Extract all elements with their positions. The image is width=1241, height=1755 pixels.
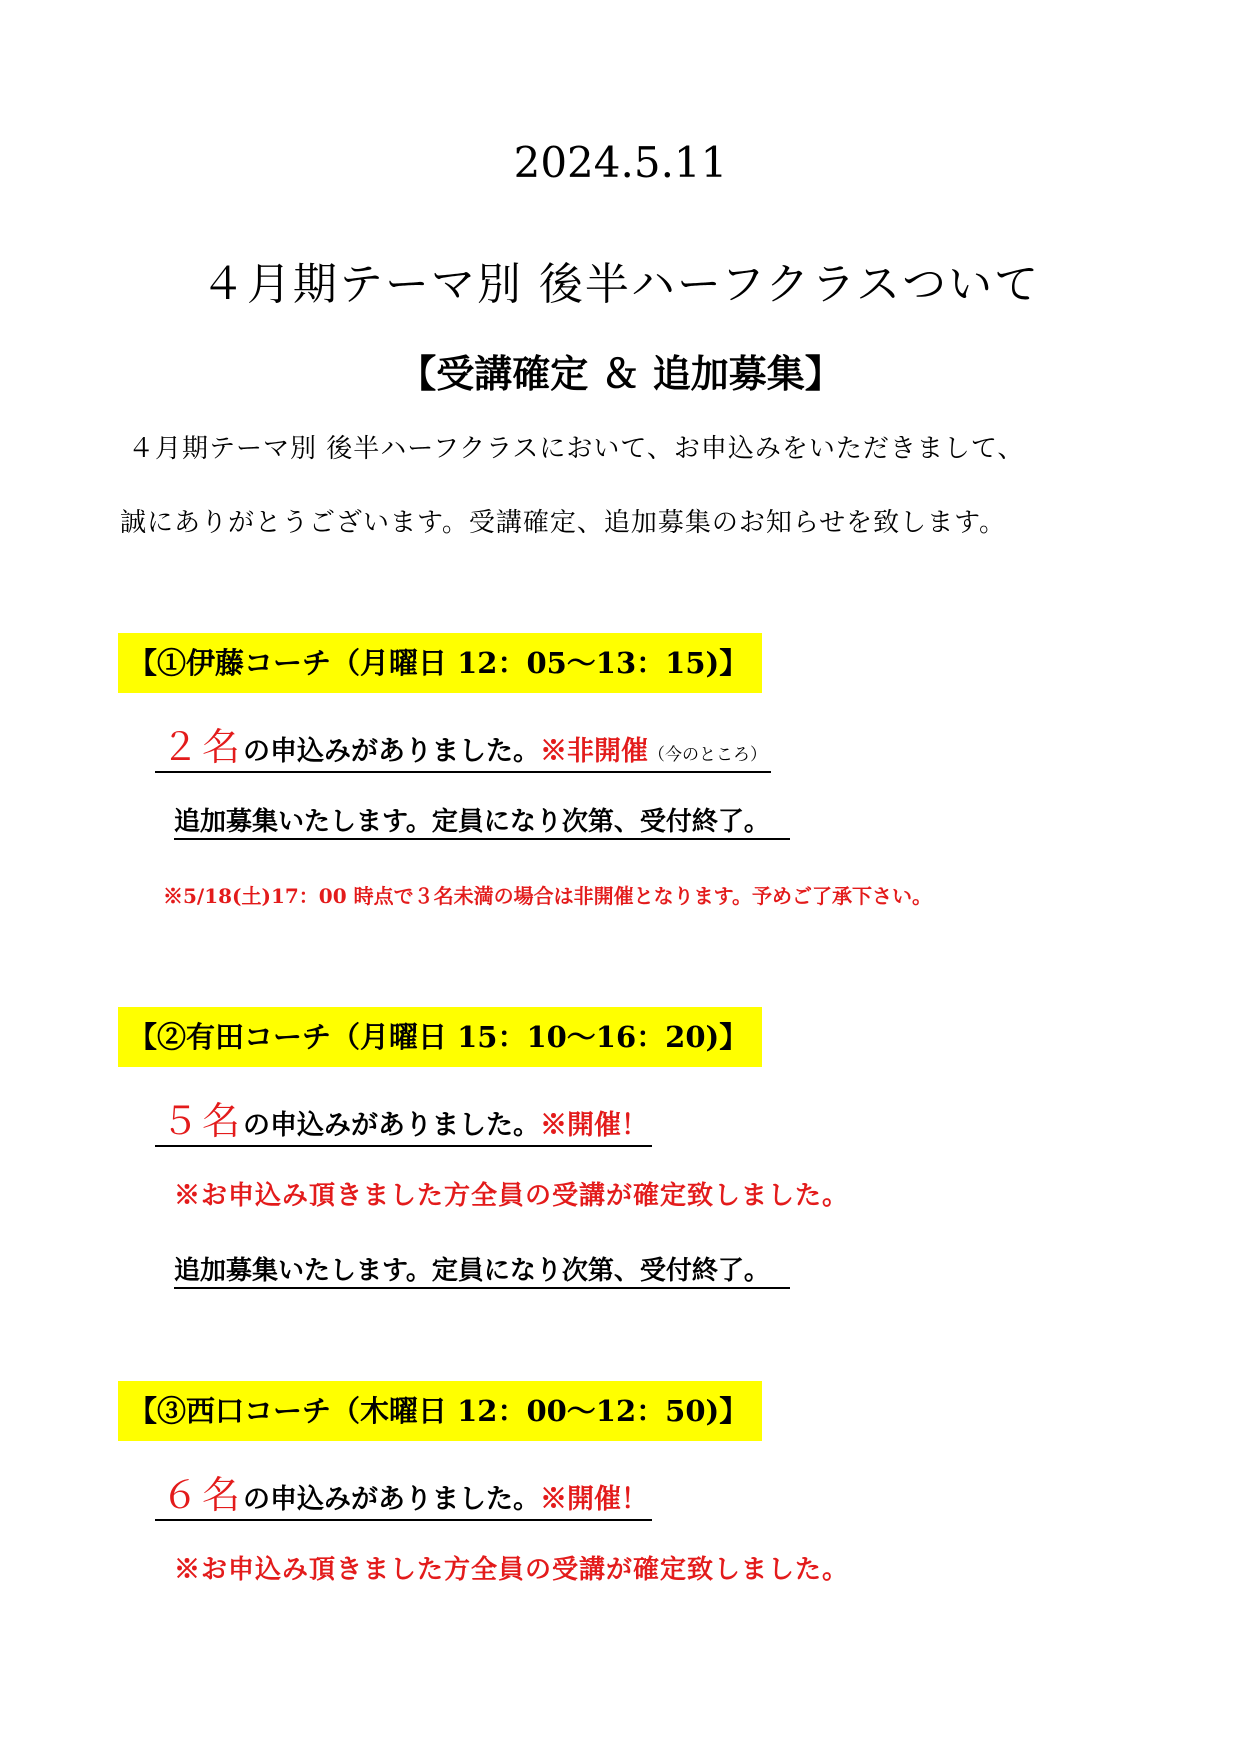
section-1-applied: の申込みがありました。 <box>243 736 541 767</box>
section-2-status: ※開催！ <box>540 1110 649 1141</box>
section-2-heading: 【②有田コーチ（月曜日 15：10～16：20)】 <box>118 1007 762 1067</box>
section-2-count: ５名 <box>161 1099 244 1143</box>
intro-line-1: ４月期テーマ別 後半ハーフクラスにおいて、お申込みをいただきまして、 <box>128 434 1025 464</box>
intro-line-2: 誠にありがとうございます。受講確定、追加募集のお知らせを致します。 <box>120 508 1007 538</box>
section-3-status: ※開催！ <box>540 1484 649 1515</box>
document-date: 2024.5.11 <box>513 138 728 187</box>
section-1-count: ２名 <box>161 725 244 769</box>
section-1-count-line <box>155 716 771 773</box>
section-2-count-line <box>155 1090 652 1147</box>
section-3-applied: の申込みがありました。 <box>243 1484 541 1515</box>
section-3-confirm: ※お申込み頂きました方全員の受講が確定致しました。 <box>174 1555 850 1585</box>
section-1-note: ※5/18(土)17：00 時点で３名未満の場合は非開催となります。予めご了承下さい。 <box>163 884 933 908</box>
section-1-status: ※非開催 <box>540 736 649 767</box>
section-2-confirm: ※お申込み頂きました方全員の受講が確定致しました。 <box>174 1181 850 1211</box>
section-1-heading: 【①伊藤コーチ（月曜日 12：05～13：15)】 <box>118 633 762 693</box>
section-3-count: ６名 <box>161 1473 244 1517</box>
section-3-heading: 【③西口コーチ（木曜日 12：00～12：50)】 <box>118 1381 762 1441</box>
section-2-recruit: 追加募集いたします。定員になり次第、受付終了。 <box>174 1250 790 1289</box>
section-2-applied: の申込みがありました。 <box>243 1110 541 1141</box>
document-title: ４月期テーマ別 後半ハーフクラスついて <box>200 259 1041 310</box>
section-3-count-line <box>155 1464 652 1521</box>
section-1-status-note: （今のところ） <box>648 745 768 765</box>
document-subtitle: 【受講確定 ＆ 追加募集】 <box>398 351 843 396</box>
section-1-recruit: 追加募集いたします。定員になり次第、受付終了。 <box>174 801 790 840</box>
